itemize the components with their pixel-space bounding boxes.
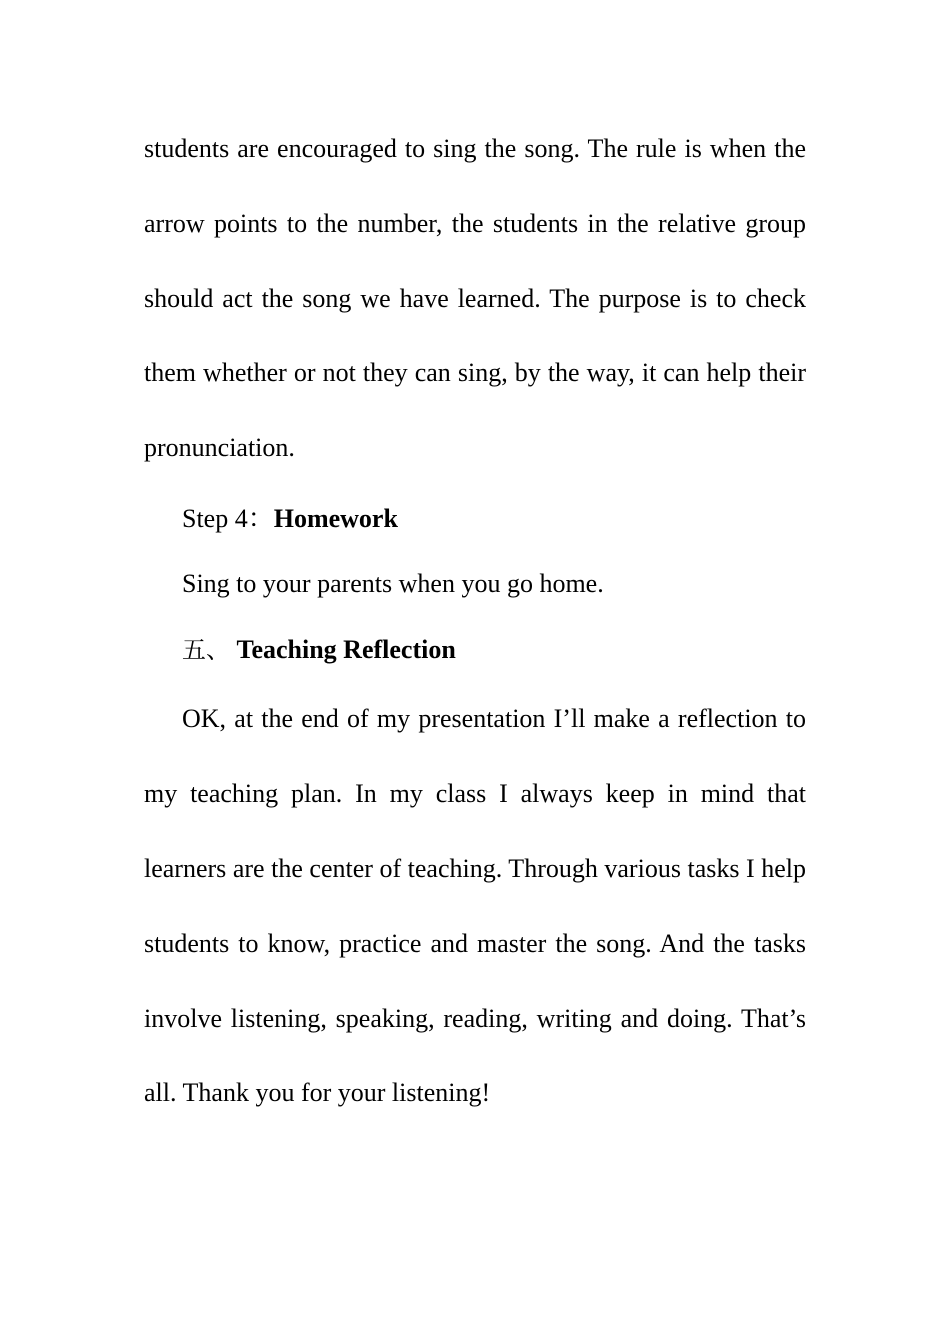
homework-text: Sing to your parents when you go home. [182, 569, 604, 599]
section5-number: 五、 [182, 635, 230, 664]
paragraph-reflection: OK, at the end of my presentation I’ll make a reflection to my teaching plan. In my class I always keep in mind that learners are the center of teaching. Through various tasks I help students to know, practice and master the song. And the tasks involve listening, speaking, reading, writing and doing. That’s all. Thank you for your listening! [144, 704, 806, 1108]
document-page [144, 112, 806, 1131]
step4-heading [144, 486, 806, 552]
paragraph-activity-description: students are encouraged to sing the song. The rule is when the arrow points to the number, the students in the relative group should act the song we have learned. The purpose is to check them whether or not they can sing, by the way, it can help their pronunciation. [144, 134, 806, 463]
section5-heading [144, 617, 806, 683]
section5-title: Teaching Reflection [236, 634, 456, 664]
step4-prefix: Step 4： [182, 503, 274, 533]
step4-title: Homework [273, 503, 398, 533]
